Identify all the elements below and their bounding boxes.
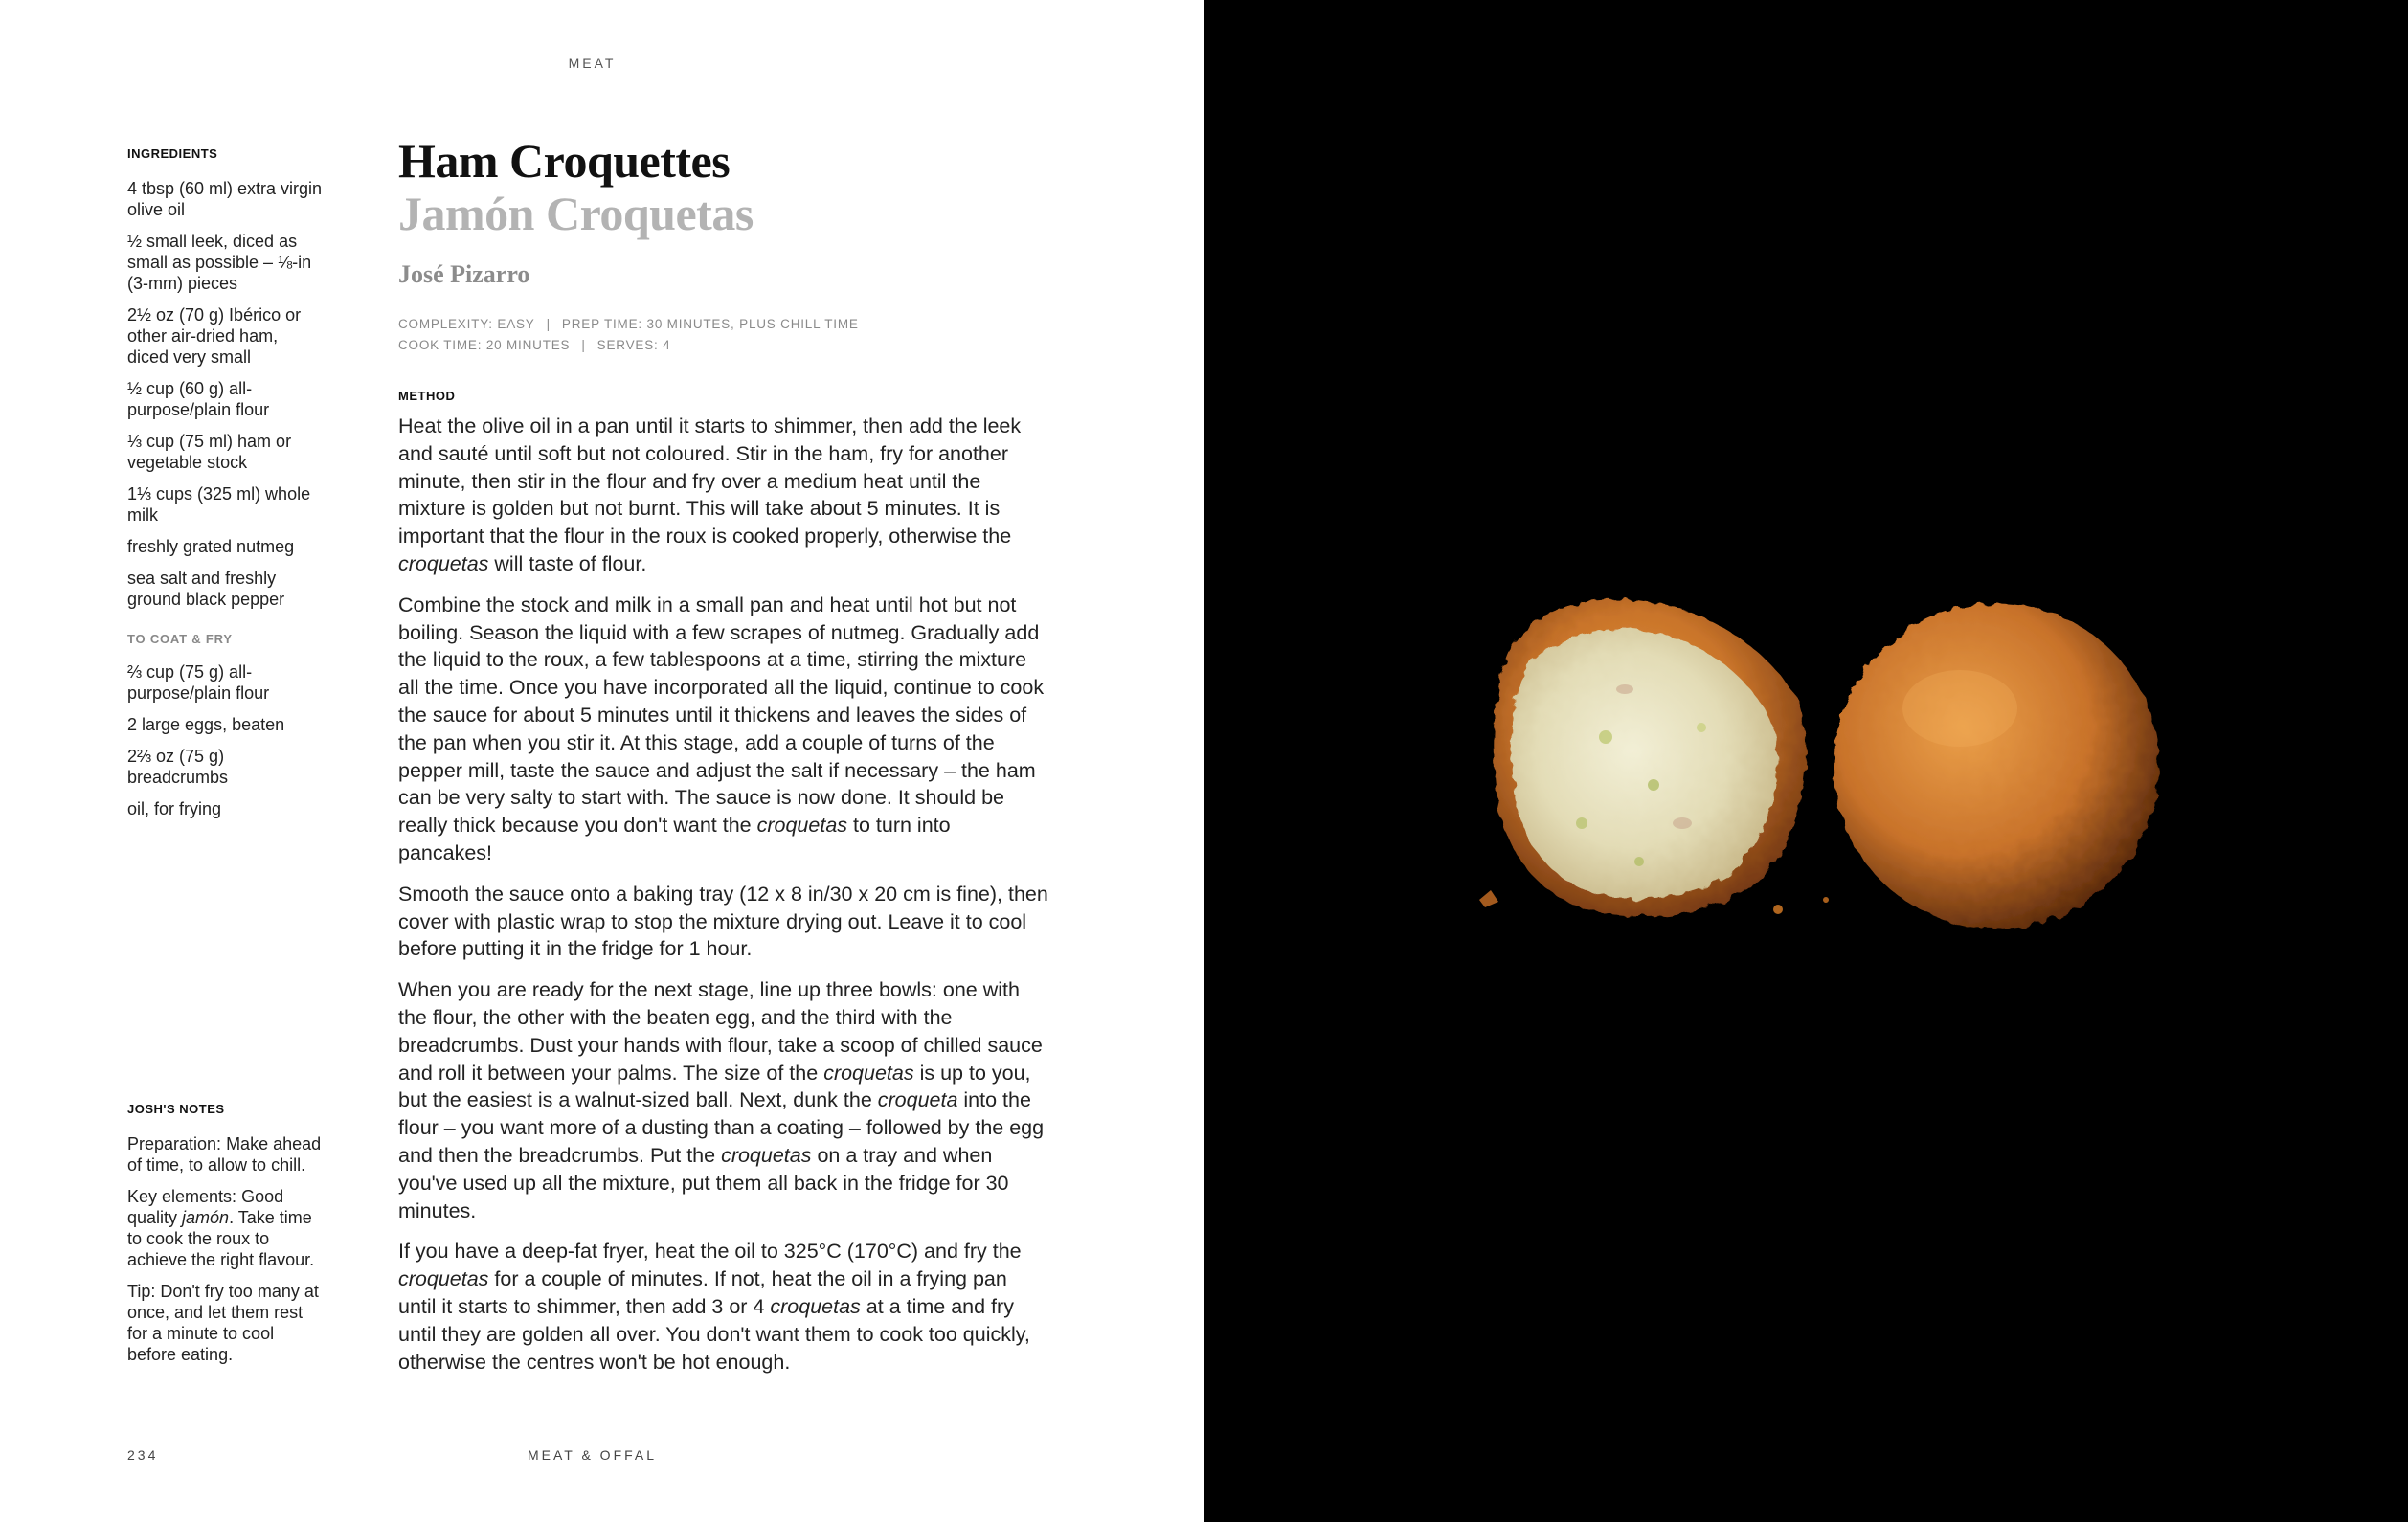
ingredient-item: 1⅓ cups (325 ml) whole milk <box>127 484 311 525</box>
cook-value: 20 MINUTES <box>485 338 571 352</box>
method-italic: croquetas <box>770 1294 861 1318</box>
note-text: . Take time to cook the roux to achieve the right flavour. <box>127 1208 315 1269</box>
croquette-whole <box>1834 603 2159 929</box>
method-text: Combine the stock and milk in a small pan and heat until hot but not boiling. Season the liquid with a few scrapes of nutmeg. Gradually add the liquid to the roux, a few tablespoons at a time, stirring the mixture all the time. Once you have incorporated all the liquid, continue to cook the sauce for about 5 minutes until it thickens and leaves the sides of the pan when you stir it. At this stage, add a couple of turns of the pepper mill, taste the sauce and adjust the salt if necessary – the ham can be very salty to start with. The sauce is now done. It should be really thick because you don't want the <box>398 593 1045 838</box>
method-italic: croquetas <box>398 551 489 575</box>
ingredient-item: ½ small leek, diced as small as possible – ⅛-in (3-mm) pieces <box>127 232 312 293</box>
croquettes-photo <box>1204 0 2408 1522</box>
method-paragraph: Smooth the sauce onto a baking tray (12 x 8 in/30 x 20 cm is fine), then cover with plastic wrap to stop the mixture drying out. Leave it to cool before putting it in the fridge for 1 hour. <box>398 882 1048 961</box>
complexity-label: COMPLEXITY: <box>398 317 493 331</box>
meta-line-1 <box>398 314 1049 335</box>
method-paragraph <box>398 1238 1049 1376</box>
method-italic: croquetas <box>823 1061 914 1085</box>
coat-ingredient-list <box>127 661 324 819</box>
ingredient-item: ½ cup (60 g) all-purpose/plain flour <box>127 379 270 419</box>
recipe-meta <box>398 314 1049 356</box>
method-text: If you have a deep-fat fryer, heat the oil to 325°C (170°C) and fry the <box>398 1240 1022 1264</box>
prep-value: 30 MINUTES, PLUS CHILL TIME <box>646 317 859 331</box>
footer-section: MEAT & OFFAL <box>527 1447 658 1463</box>
ingredient-item: 2½ oz (70 g) Ibérico or other air-dried ham, diced very small <box>127 305 302 367</box>
note-label: Tip: <box>127 1282 156 1301</box>
ingredient-list <box>127 178 324 610</box>
coat-fry-heading: TO COAT & FRY <box>127 632 233 646</box>
meta-separator: | <box>546 317 551 331</box>
prep-label: PREP TIME: <box>561 317 642 331</box>
ingredient-item: ⅔ cup (75 g) all-purpose/plain flour <box>127 662 270 703</box>
cook-label: COOK TIME: <box>398 338 483 352</box>
meta-separator: | <box>581 338 586 352</box>
method-paragraph <box>398 413 1049 578</box>
method-paragraph <box>398 592 1049 867</box>
ingredient-item: 2 large eggs, beaten <box>127 715 285 734</box>
page-number: 234 <box>127 1447 159 1463</box>
method-italic: croquetas <box>398 1267 489 1291</box>
ingredient-item: 4 tbsp (60 ml) extra virgin olive oil <box>127 179 323 219</box>
ingredient-item: ⅓ cup (75 ml) ham or vegetable stock <box>127 432 292 472</box>
running-head: MEAT <box>568 56 617 71</box>
note-label: Key elements: <box>127 1187 237 1206</box>
ingredient-item: freshly grated nutmeg <box>127 537 295 556</box>
recipe-main <box>398 134 1049 1389</box>
note-item <box>127 1186 324 1270</box>
method-text: Heat the olive oil in a pan until it starts to shimmer, then add the leek and sauté until soft but not coloured. Stir in the ham, fry for another minute, then stir in the flour and fry over a medium heat until the mixture is golden but not burnt. This will take about 5 minutes. It is important that the flour in the roux is cooked properly, otherwise the <box>398 414 1022 548</box>
method-text: will taste of flour. <box>488 551 647 575</box>
ingredient-item: sea salt and freshly ground black pepper <box>127 569 285 609</box>
method-text: for a couple of minutes. If not, heat the oil in a frying pan until it starts to shimmer, then add 3 or 4 <box>398 1267 1007 1318</box>
note-italic: jamón <box>182 1208 230 1227</box>
method-italic: croquetas <box>756 814 848 838</box>
note-text: Make ahead of time, to allow to chill. <box>127 1134 322 1175</box>
note-item <box>127 1133 324 1175</box>
recipe-author: José Pizarro <box>398 260 530 288</box>
method-text: into the flour – you want more of a dusting than a coating – followed by the egg and then the breadcrumbs. Put the <box>398 1088 1045 1167</box>
photo-page <box>1204 0 2408 1522</box>
method-text: at a time and fry until they are golden all over. You don't want them to cook too quickly, otherwise the centres won't be hot enough. <box>398 1294 1030 1374</box>
croquette-halved <box>1479 599 1829 917</box>
serves-value: 4 <box>663 338 671 352</box>
complexity-value: EASY <box>497 317 535 331</box>
note-item <box>127 1281 324 1365</box>
serves-label: SERVES: <box>596 338 659 352</box>
ingredients-heading: INGREDIENTS <box>127 146 218 161</box>
ingredient-item: 2⅔ oz (75 g) breadcrumbs <box>127 747 229 787</box>
note-text: Good quality <box>127 1187 284 1227</box>
josh-notes <box>127 1099 324 1376</box>
ingredient-item: oil, for frying <box>127 799 222 818</box>
notes-heading: JOSH'S NOTES <box>127 1102 225 1116</box>
method-text: to turn into pancakes! <box>398 814 951 864</box>
method-paragraph <box>398 976 1049 1224</box>
ingredients-sidebar <box>127 144 324 830</box>
recipe-title-spanish: Jamón Croquetas <box>398 187 754 240</box>
meta-line-2 <box>398 335 1049 356</box>
method-text: is up to you, but the easiest is a walnut-sized ball. Next, dunk the <box>398 1061 1031 1112</box>
method-body <box>398 413 1049 1376</box>
method-italic: croqueta <box>877 1088 958 1112</box>
method-text: on a tray and when you've used up all the mixture, put them all back in the fridge for 30 minutes. <box>398 1143 1009 1222</box>
method-text: When you are ready for the next stage, line up three bowls: one with the flour, the other with the beaten egg, and the third with the breadcrumbs. Dust your hands with flour, take a scoop of chilled sauce and roll it between your palms. The size of the <box>398 978 1043 1085</box>
recipe-title: Ham Croquettes <box>398 134 731 188</box>
note-text: Don't fry too many at once, and let them rest for a minute to cool before eating. <box>127 1282 319 1364</box>
method-heading: METHOD <box>398 389 456 403</box>
note-label: Preparation: <box>127 1134 222 1153</box>
method-italic: croquetas <box>721 1143 812 1167</box>
